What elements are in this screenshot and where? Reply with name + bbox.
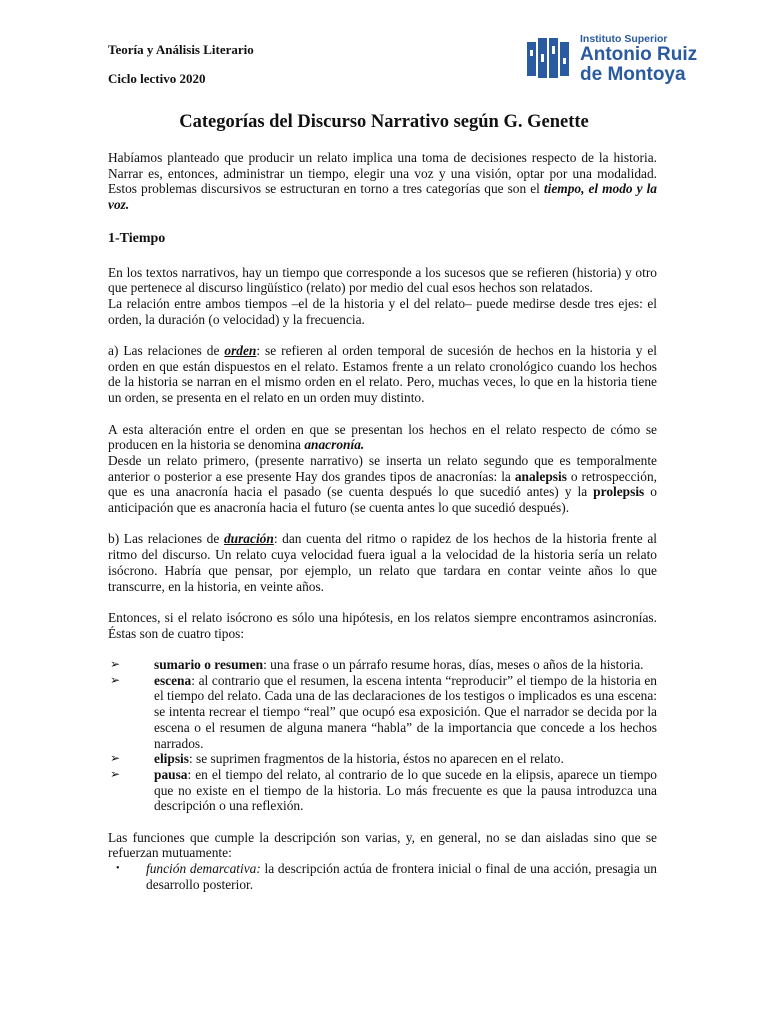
term-orden: orden <box>224 343 257 359</box>
logo-line-1: Instituto Superior <box>580 33 668 45</box>
term-prolepsis: prolepsis <box>593 484 645 500</box>
paragraph-orden: a) Las relaciones de orden: se refieren al orden temporal de sucesión de hechos en la historia y el orden en que están dispuestos en el relato. Estamos frente a un relato cronológico cuando los hechos de la historia se narran en el mismo orden en el relato. Pero, muchas veces, lo que en la historia tiene un orden, se presenta en el relato en un orden muy distinto. <box>108 343 658 406</box>
institute-logo-mark <box>526 36 572 82</box>
logo-line-2: Antonio Ruiz <box>580 44 698 66</box>
document-title: Categorías del Discurso Narrativo según G. Genette <box>179 112 589 132</box>
list-item: ➢ elipsis: se suprimen fragmentos de la historia, éstos no aparecen en el relato. <box>108 751 657 767</box>
term-anacronia: anacronía. <box>304 437 365 453</box>
paragraph-duracion: b) Las relaciones de duración: dan cuenta del ritmo o rapidez de los hechos de la historia frente al ritmo del discurso. Un relato cuya velocidad fuera igual a la velocidad de la historia sería un relato isócrono. Habría que pensar, por ejemplo, un relato que tardara en contar veinte años lo que transcurre, en la historia, en veinte años. <box>108 531 657 594</box>
paragraph-relacion: La relación entre ambos tiempos –el de la historia y el del relato– puede medirse desde tres ejes: el orden, la duración (o velocidad) y la frecuencia. <box>108 295 657 327</box>
institute-logo-text <box>580 34 697 85</box>
school-term: Ciclo lectivo 2020 <box>108 71 206 86</box>
term-duracion: duración <box>223 531 274 547</box>
logo-line-3: de Montoya <box>580 63 686 85</box>
paragraph-asincronias: Entonces, si el relato isócrono es sólo una hipótesis, en los relatos siempre encontramos asincronías. Éstas son de cuatro tipos: <box>108 609 657 641</box>
asincronia-types-list <box>108 657 657 814</box>
list-item: • función demarcativa: la descripción actúa de frontera inicial o final de una acción, presagia un desarrollo posterior. <box>108 861 657 892</box>
list-item: ➢ escena: al contrario que el resumen, la escena intenta “reproducir” el tiempo de la historia en el tiempo del relato. Cada una de las declaraciones de los testigos o implicados es una escena: se intenta recrear el tiempo “real” que ocupó esa exposición. Que el narrador se decida por la escena o el resumen de alguna manera “habla” de la importancia que concede a los hechos narrados. <box>108 673 657 752</box>
intro-emphasis: tiempo, el modo y la voz. <box>108 181 657 213</box>
list-item: ➢ pausa: en el tiempo del relato, al contrario de lo que sucede en la elipsis, aparece un tiempo que no existe en el tiempo de la historia. Lo más frecuente es que la pausa introduzca una descripción o una reflexión. <box>108 767 657 814</box>
paragraph-anacronia: A esta alteración entre el orden en que se presentan los hechos en el relato respecto de cómo se producen en la historia se denomina anacronía. <box>108 421 657 453</box>
paragraph-analepsis: Desde un relato primero, (presente narrativo) se inserta un relato segundo que es temporalmente anterior o posterior a ese presente Hay dos grandes tipos de anacronías: la analepsis o retrospección, que es una anacronía hacia el pasado (se cuenta después lo que sucedió antes) y la prolepsis o anticipación que es anacronía hacia el futuro (se cuenta antes lo que sucedió después). <box>108 452 657 516</box>
course-name: Teoría y Análisis Literario <box>108 42 254 57</box>
term-analepsis: analepsis <box>514 468 567 484</box>
document-header <box>108 42 254 100</box>
list-item: ➢ sumario o resumen: una frase o un párrafo resume horas, días, meses o años de la historia. <box>108 657 657 673</box>
paragraph-textos-narrativos: En los textos narrativos, hay un tiempo que corresponde a los sucesos que se refieren (historia) y otro que pertenece al discurso lingüístico (relato) por medio del cual esos hechos son relatados. <box>108 264 657 296</box>
paragraph-funciones: Las funciones que cumple la descripción son varias, y, en general, no se dan aisladas sino que se refuerzan mutuamente: <box>108 829 657 861</box>
document-body <box>108 150 657 893</box>
section-heading-tiempo: 1-Tiempo <box>108 230 166 246</box>
intro-paragraph: Habíamos planteado que producir un relato implica una toma de decisiones respecto de la historia. Narrar es, entonces, administrar un tiempo, elegir una voz y una visión, optar por una modalidad. Estos problemas discursivos se estructuran en torno a tres categorías que son el tiempo, el modo y la voz. <box>108 150 657 213</box>
funciones-list <box>108 861 657 892</box>
institute-logo <box>526 34 697 85</box>
